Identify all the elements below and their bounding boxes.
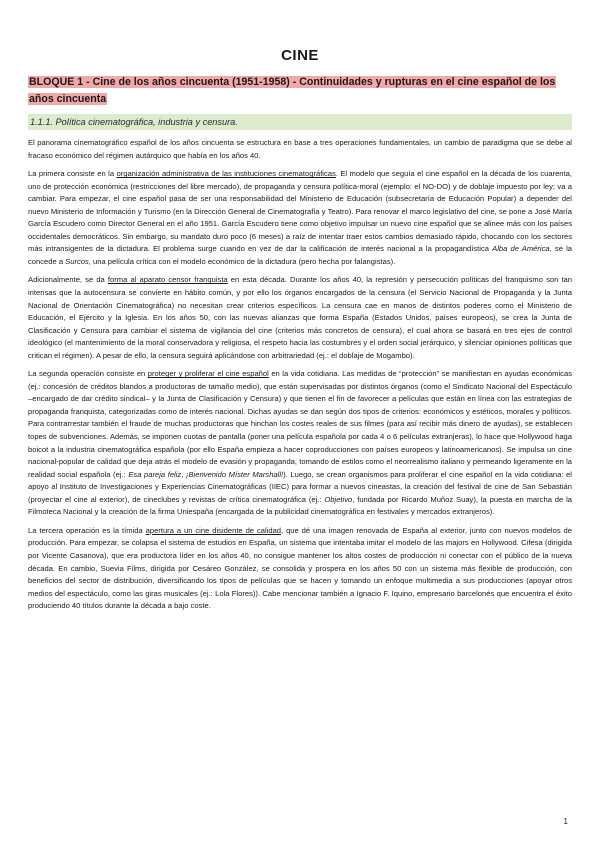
underlined-term: proteger y proliferar el cine español (147, 369, 269, 379)
film-title: Alba de América (492, 244, 550, 254)
underlined-term: forma al aparato censor franquista (107, 275, 228, 285)
paragraph-second-operation: La segunda operación consiste en proteger y proliferar el cine español en la vida cotidiana. Las medidas de “protección” se manifiestan en ayudas económicas (ej.: concesión de créditos blandos a productoras de tamaño medio), que están supervisadas por distintos órganos (como el Sindicato Nacional del Espectáculo –encargado de dar crédito sindical– y la Junta de Clasificación y Censura) y que tienen el fin de favorecer a películas que están en línea con las estrategias de propaganda franquista, categorizadas como de interés nacional. Dichas ayudas se dan según dos tipos de criterios: económicos y estéticos, morales y políticos. Para contrarrestar también el fraude de muchas productoras que hinchan los costes reales de sus filmes (para así recibir más dinero de ayudas), se establecen topes de subvenciones. Además, se imponen cuotas de pantalla (poner una película española por cada 4 o 6 películas extranjeras), lo hace que Hollywood haga boicot a la industria cinematográfica española (por ello España empieza a hacer coproducciones con países europeos y latinoamericanos). Se impulsa un cine nacional-popular de calidad que deja atrás el modelo de evasión y propaganda, tomando de estilos como el neorrealismo italiano y permeando ligeramente en la realidad social española (ej.: Esa pareja feliz, ¡Bienvenido Míster Marshall!). Luego, se crean organismos para proliferar el cine español en la vida cotidiana: el apoyo al Instituto de Investigaciones y Experiencias Cinematográficas (IIEC) para formar a nuevos cineastas, la creación del festival de cine de San Sebastián (proyectar el cine al exterior), de cineclubes y revistas de crítica cinematográfica (ej.: Objetivo, fundada por Ricardo Muñoz Suay), la puesta en marcha de la Filmoteca Nacional y la creación de la firma Uniespaña (encargada de la publicidad cinematográfica en festivales y mercados extranjeros). (28, 369, 573, 517)
film-title: ¡Bienvenido Míster Marshall! (185, 469, 284, 479)
page-number: 1 (563, 817, 568, 826)
document-body (28, 137, 572, 619)
page-title: CINE (281, 47, 319, 64)
film-title: Surcos (65, 256, 89, 266)
underlined-term: apertura a un cine disidente de calidad (145, 525, 282, 535)
film-title: Esa pareja feliz (128, 469, 182, 479)
paragraph-censorship: Adicionalmente, se da forma al aparato censor franquista en esta década. Durante los años 40, la represión y persecución políticas del franquismo son tan intensas que la autocensura se convierte en hábito común, y por ello los órganos encargados de la censura (el Servicio Nacional de Propaganda y la Junta Nacional de Orientación Cinematográfica) no necesitan crear criterios específicos. La censura cae en manos de distintos poderes como el Ministerio de Educación, el Ejército y la Iglesia. En los años 50, con las nuevas alianzas que forma España (Estados Unidos, países europeos), se crea la Junta de Clasificación y Censura para cambiar el sistema de vigilancia del cine (criterios más concretos de censura), el cual ahora se basará en tres ejes de control ideológico (el mantenimiento de la moral conservadora y religiosa, el respeto hacia las costumbres y el orden social jerárquico, y silenciar opiniones políticas que critican el régimen). A pesar de ello, la censura seguirá aplicándose con arbitrariedad (ej.: el doblaje de Mogambo). (28, 275, 572, 360)
paragraph-first-operation: La primera consiste en la organización administrativa de las instituciones cinematográficas. El modelo que seguía el cine español en la década de los cuarenta, uno de protección económica (restricciones del libre mercado), de propaganda y censura política-moral (ejemplo: el NO-DO) y de doblaje impuesto por ley; va a cambiar. Para empezar, el cine español pasa de ser una responsabilidad del Ministerio de Educación (subsecretaría de Educación Popular) a depender del nuevo Ministerio de Información y Turismo (en la Dirección General de Cinematografía y Teatro). Para renovar el marco legislativo del cine, se pone a José María García Escudero como Director General en el año 1951. García Escudero tiene como objetivo impulsar un nuevo cine español que se alinee más con los países occidentales democráticos. Sin embargo, su mandato duro poco (6 meses) a raíz de intentar traer estos cambios demasiado rápido, chocando con los sectores más intransigentes de la dictadura. El problema surge cuando en vez de dar la calificación de interés nacional a la propagandística Alba de América, se la concede a Surcos, una película crítica con el modelo económico de la dictadura (pero hecha por falangistas). (28, 169, 572, 266)
paragraph-intro: El panorama cinematográfico español de los años cincuenta se estructura en base a tres operaciones fundamentales, un cambio de paradigma que se debe al fracaso económico del régimen autárquico que había en los años 40. (28, 138, 572, 160)
underlined-term: organización administrativa de las instituciones cinematográficas (116, 169, 336, 179)
block-heading (28, 74, 568, 108)
magazine-title: Objetivo (324, 494, 353, 504)
section-heading: 1.1.1. Política cinematográfica, industria y censura. (28, 114, 572, 130)
paragraph-third-operation: La tercera operación es la tímida apertura a un cine disidente de calidad, que dé una imagen renovada de España al exterior, junto con nuevos modelos de producción. Para empezar, se colapsa el sistema de estudios en España, un sistema que intentaba imitar el modelo de las majors en Hollywood. Cifesa (dirigida por Vicente Casanova), que era productora líder en los años 40, no consigue mantener los altos costes de producción ni conectar con el público de la nueva década. En cambio, Suevia Films, dirigida por Cesáreo González, se consolida y prospera en los años 50 con un sistema más flexible de producción, con beneficios del sector de distribución, diversificando los tipos de películas que se hacen y tomando un enfoque multimedia a sus producciones (apoyar otros medios del espectáculo, como las giras musicales (ej.: Lola Flores)). Cabe mencionar también a Ignacio F. Iquino, empresario barcelonés que encuentra el éxito produciendo 40 títulos durante la década a bajo coste. (28, 525, 573, 611)
block-heading-text: BLOQUE 1 - Cine de los años cincuenta (1951-1958) - Continuidades y rupturas en el cine español de los años cincuenta (29, 76, 556, 105)
